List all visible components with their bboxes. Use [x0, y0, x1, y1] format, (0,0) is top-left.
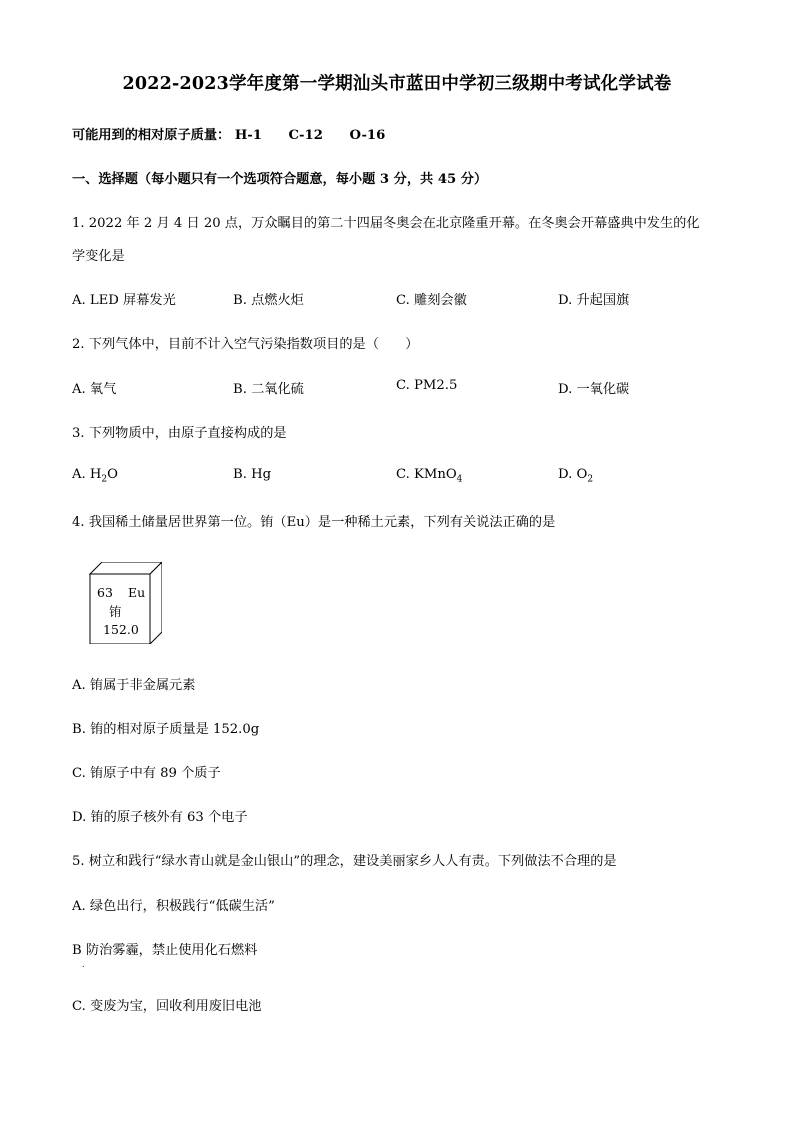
- q3-option-a-sub: 2: [101, 474, 108, 485]
- q2-option-b: B. 二氧化硫: [233, 382, 304, 397]
- q1-option-c: C. 雕刻会徽: [396, 293, 467, 308]
- q2-option-a: A. 氧气: [72, 382, 117, 397]
- q2-stem: 2. 下列气体中，目前不计入空气污染指数项目的是（ ）: [72, 337, 419, 352]
- q3-option-d-prefix: D. O: [558, 467, 588, 482]
- q3-option-c: [396, 467, 462, 485]
- q3-option-a-suffix: O: [107, 467, 118, 482]
- q3-option-a: [72, 467, 118, 485]
- atomic-mass-c: C-12: [288, 128, 323, 143]
- q2-option-d: D. 一氧化碳: [558, 382, 630, 397]
- q4-option-a: A. 铕属于非金属元素: [72, 678, 196, 693]
- q3-option-c-sub: 4: [456, 474, 463, 485]
- q1-stem-line1: 1. 2022 年 2 月 4 日 20 点，万众瞩目的第二十四届冬奥会在北京隆重开幕。在冬奥会开幕盛典中发生的化: [72, 216, 700, 231]
- atomic-mass-line: [72, 124, 407, 143]
- q4-option-c: C. 铕原子中有 89 个质子: [72, 766, 221, 781]
- q3-option-d-sub: 2: [587, 474, 594, 485]
- section1-heading: 一、选择题（每小题只有一个选项符合题意，每小题 3 分，共 45 分）: [72, 172, 488, 187]
- q5-option-c: C. 变废为宝，回收利用废旧电池: [72, 999, 262, 1014]
- atomic-mass-label: 可能用到的相对原子质量：: [72, 128, 231, 143]
- q3-option-b-prefix: B. Hg: [233, 467, 272, 482]
- q2-option-c: C. PM2.5: [396, 378, 458, 393]
- q1-option-b: B. 点燃火炬: [233, 293, 304, 308]
- element-atomic-mass: 152.0: [103, 622, 139, 637]
- q3-option-c-prefix: C. KMnO: [396, 467, 457, 482]
- q1-stem-line2: 学变化是: [72, 249, 125, 264]
- q4-stem: 4. 我国稀土储量居世界第一位。铕（Eu）是一种稀土元素，下列有关说法正确的是: [72, 515, 556, 530]
- page-title: 2022-2023学年度第一学期汕头市蓝田中学初三级期中考试化学试卷: [122, 74, 672, 94]
- q1-option-d: D. 升起国旗: [558, 293, 630, 308]
- stray-dot: .: [82, 960, 85, 969]
- q5-stem: 5. 树立和践行“绿水青山就是金山银山”的理念，建设美丽家乡人人有责。下列做法不合理的是: [72, 854, 617, 869]
- element-name: 铕: [109, 604, 122, 619]
- q1-option-a: A. LED 屏幕发光: [72, 293, 176, 308]
- q3-option-d: [558, 467, 593, 485]
- atomic-mass-h: H-1: [234, 128, 262, 143]
- q4-option-d: D. 铕的原子核外有 63 个电子: [72, 810, 248, 825]
- atomic-mass-o: O-16: [349, 128, 386, 143]
- q5-option-a: A. 绿色出行，积极践行“低碳生活”: [72, 899, 275, 914]
- element-symbol: Eu: [128, 585, 146, 600]
- q5-option-b: B 防治雾霾，禁止使用化石燃料: [72, 943, 258, 958]
- q3-option-b: [233, 467, 271, 482]
- q3-stem: 3. 下列物质中，由原子直接构成的是: [72, 426, 287, 441]
- q3-option-a-prefix: A. H: [72, 467, 102, 482]
- element-atomic-number: 63: [97, 585, 113, 600]
- q4-option-b: B. 铕的相对原子质量是 152.0g: [72, 722, 260, 737]
